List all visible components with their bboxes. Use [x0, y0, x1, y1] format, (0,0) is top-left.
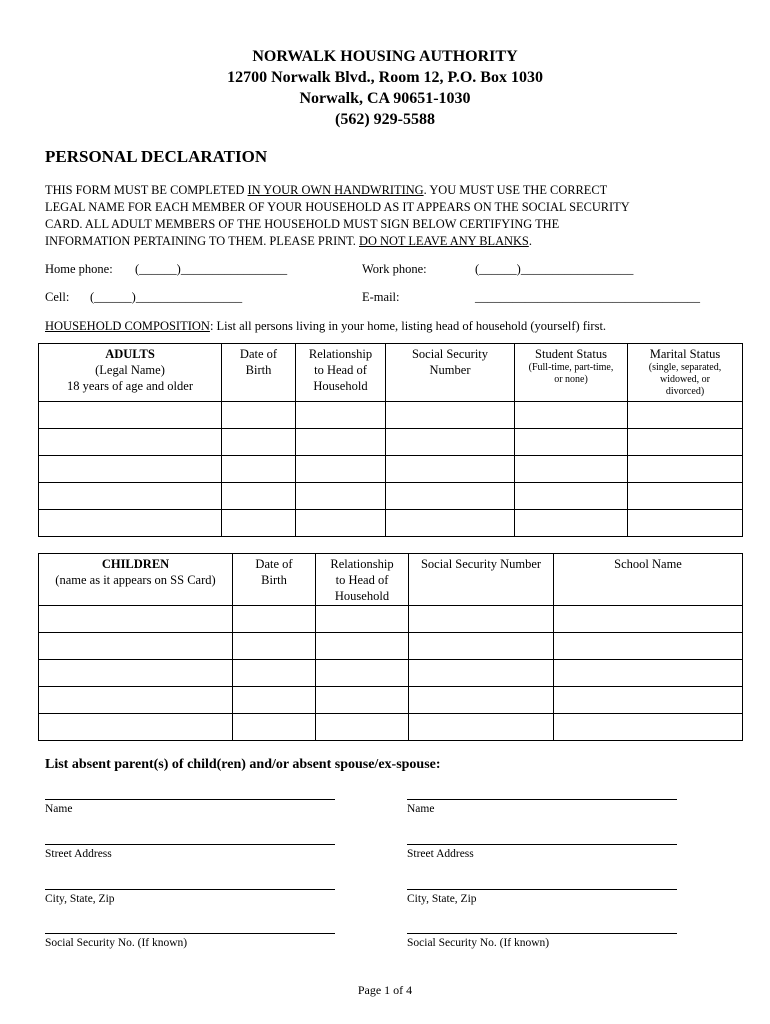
- table-cell[interactable]: [628, 429, 743, 456]
- absent2-street-line[interactable]: [407, 844, 677, 845]
- table-cell[interactable]: [409, 606, 554, 633]
- table-cell[interactable]: [554, 606, 743, 633]
- col-text: Relationship: [308, 347, 373, 361]
- table-row: [39, 510, 743, 537]
- col-text: Birth: [245, 363, 272, 377]
- table-cell[interactable]: [39, 633, 233, 660]
- table-cell[interactable]: [316, 714, 409, 741]
- col-text: to Head of: [335, 573, 389, 587]
- children-col-ssn: [409, 554, 554, 606]
- work-phone-field[interactable]: (______)__________________: [475, 262, 634, 276]
- col-text: Student Status: [535, 347, 607, 361]
- instr-underlined: DO NOT LEAVE ANY BLANKS: [359, 234, 529, 248]
- children-col-name: [39, 554, 233, 606]
- work-phone-label: Work phone:: [362, 262, 427, 276]
- table-cell[interactable]: [316, 606, 409, 633]
- table-cell[interactable]: [233, 687, 316, 714]
- absent1-city-label: City, State, Zip: [45, 893, 115, 905]
- table-cell[interactable]: [222, 483, 296, 510]
- table-cell[interactable]: [39, 429, 222, 456]
- table-cell[interactable]: [554, 687, 743, 714]
- table-cell[interactable]: [316, 660, 409, 687]
- table-cell[interactable]: [316, 633, 409, 660]
- adults-col-name: [39, 344, 222, 402]
- children-col-sub: (name as it appears on SS Card): [55, 573, 216, 587]
- col-text: Household: [313, 379, 368, 393]
- absent1-street-label: Street Address: [45, 848, 112, 860]
- col-note: (single, separated,: [648, 362, 722, 373]
- adults-col-relationship: [296, 344, 386, 402]
- table-cell[interactable]: [515, 483, 628, 510]
- adults-col-ssn: [386, 344, 515, 402]
- instr-text: .: [528, 234, 532, 248]
- table-cell[interactable]: [233, 660, 316, 687]
- adults-col-title: ADULTS: [105, 347, 155, 361]
- table-row: [39, 687, 743, 714]
- table-row: [39, 429, 743, 456]
- table-cell[interactable]: [628, 483, 743, 510]
- org-phone: (562) 929-5588: [335, 111, 435, 128]
- absent-parent-heading: List absent parent(s) of child(ren) and/or absent spouse/ex-spouse:: [45, 757, 441, 772]
- table-cell[interactable]: [222, 402, 296, 429]
- adults-col-sub: 18 years of age and older: [67, 379, 193, 393]
- table-cell[interactable]: [515, 402, 628, 429]
- table-cell[interactable]: [554, 714, 743, 741]
- absent1-street-line[interactable]: [45, 844, 335, 845]
- table-cell[interactable]: [233, 714, 316, 741]
- col-text: Relationship: [330, 557, 394, 571]
- table-cell[interactable]: [386, 456, 515, 483]
- table-row: [39, 660, 743, 687]
- adults-col-student-status: [515, 344, 628, 402]
- instr-text: . YOU MUST USE THE CORRECT: [423, 183, 608, 197]
- col-note: widowed, or: [660, 374, 710, 385]
- table-cell[interactable]: [39, 687, 233, 714]
- table-cell[interactable]: [296, 483, 386, 510]
- col-text: to Head of: [314, 363, 367, 377]
- table-cell[interactable]: [409, 633, 554, 660]
- children-header-row: [39, 554, 743, 606]
- table-cell[interactable]: [386, 429, 515, 456]
- instructions-line2: LEGAL NAME FOR EACH MEMBER OF YOUR HOUSEHOLD AS IT APPEARS ON THE SOCIAL SECURITY: [45, 200, 630, 214]
- table-cell[interactable]: [515, 510, 628, 537]
- table-cell[interactable]: [628, 456, 743, 483]
- email-label: E-mail:: [362, 290, 400, 304]
- children-table: [38, 553, 743, 741]
- table-cell[interactable]: [316, 687, 409, 714]
- table-cell[interactable]: [386, 510, 515, 537]
- table-row: [39, 483, 743, 510]
- table-cell[interactable]: [296, 429, 386, 456]
- table-cell[interactable]: [554, 633, 743, 660]
- col-text: Date of: [239, 347, 278, 361]
- absent1-ssn-line[interactable]: [45, 933, 335, 934]
- cell-label: Cell:: [45, 290, 70, 304]
- table-row: [39, 714, 743, 741]
- col-text: School Name: [614, 557, 682, 571]
- table-cell[interactable]: [409, 687, 554, 714]
- col-text: Number: [429, 363, 471, 377]
- table-cell[interactable]: [222, 456, 296, 483]
- adults-col-marital-status: [628, 344, 743, 402]
- col-note: or none): [554, 374, 588, 385]
- table-cell[interactable]: [222, 510, 296, 537]
- org-name: NORWALK HOUSING AUTHORITY: [252, 48, 518, 65]
- adults-table: [38, 343, 743, 537]
- home-phone-field[interactable]: (______)_________________: [135, 262, 288, 276]
- household-composition: [45, 319, 606, 334]
- table-cell[interactable]: [515, 429, 628, 456]
- absent1-name-line[interactable]: [45, 799, 335, 800]
- absent2-city-label: City, State, Zip: [407, 893, 477, 905]
- table-cell[interactable]: [39, 660, 233, 687]
- table-cell[interactable]: [39, 606, 233, 633]
- table-row: [39, 456, 743, 483]
- col-text: Household: [334, 589, 390, 603]
- children-col-relationship: [316, 554, 409, 606]
- table-cell[interactable]: [409, 660, 554, 687]
- col-note: (Full-time, part-time,: [528, 362, 614, 373]
- absent2-ssn-line[interactable]: [407, 933, 677, 934]
- table-cell[interactable]: [628, 402, 743, 429]
- absent1-name-label: Name: [45, 803, 73, 815]
- table-row: [39, 633, 743, 660]
- table-cell[interactable]: [39, 456, 222, 483]
- table-cell[interactable]: [222, 429, 296, 456]
- col-text: Marital Status: [649, 347, 721, 361]
- table-row: [39, 606, 743, 633]
- adults-header-row: [39, 344, 743, 402]
- absent2-street-label: Street Address: [407, 848, 474, 860]
- children-col-school: [554, 554, 743, 606]
- home-phone-label: Home phone:: [45, 262, 113, 276]
- col-text: Birth: [261, 573, 287, 587]
- form-title: PERSONAL DECLARATION: [45, 147, 268, 166]
- table-cell[interactable]: [39, 714, 233, 741]
- table-cell[interactable]: [296, 456, 386, 483]
- instructions-line4: [45, 233, 735, 250]
- col-text: Social Security Number: [420, 557, 542, 571]
- org-address-line2: Norwalk, CA 90651-1030: [299, 90, 471, 107]
- instr-text: THIS FORM MUST BE COMPLETED: [45, 183, 248, 197]
- org-address-line1: 12700 Norwalk Blvd., Room 12, P.O. Box 1030: [227, 69, 543, 86]
- instr-underlined: IN YOUR OWN HANDWRITING: [247, 183, 424, 197]
- household-instructions: : List all persons living in your home, listing head of household (yourself) first.: [209, 319, 607, 333]
- adults-col-sub: (Legal Name): [95, 363, 165, 377]
- absent2-name-label: Name: [407, 803, 435, 815]
- adults-col-dob: [222, 344, 296, 402]
- absent2-ssn-label: Social Security No. (If known): [407, 937, 550, 949]
- table-cell[interactable]: [386, 402, 515, 429]
- col-text: Date of: [255, 557, 293, 571]
- table-cell[interactable]: [386, 483, 515, 510]
- table-cell[interactable]: [39, 510, 222, 537]
- instructions-line1: [45, 182, 735, 199]
- absent1-city-line[interactable]: [45, 889, 335, 890]
- children-col-dob: [233, 554, 316, 606]
- absent2-name-line[interactable]: [407, 799, 677, 800]
- table-cell[interactable]: [296, 402, 386, 429]
- table-row: [39, 402, 743, 429]
- cell-field[interactable]: (______)_________________: [90, 290, 243, 304]
- table-cell[interactable]: [39, 483, 222, 510]
- table-cell[interactable]: [39, 402, 222, 429]
- table-cell[interactable]: [233, 633, 316, 660]
- table-cell[interactable]: [554, 660, 743, 687]
- table-cell[interactable]: [628, 510, 743, 537]
- page-number: Page 1 of 4: [357, 983, 413, 997]
- absent2-city-line[interactable]: [407, 889, 677, 890]
- table-cell[interactable]: [296, 510, 386, 537]
- col-note: divorced): [665, 386, 705, 397]
- table-cell[interactable]: [515, 456, 628, 483]
- children-col-title: CHILDREN: [101, 557, 170, 571]
- email-field[interactable]: ____________________________________: [475, 290, 700, 304]
- instr-text: INFORMATION PERTAINING TO THEM. PLEASE PRINT.: [45, 234, 360, 248]
- instructions-line3: CARD. ALL ADULT MEMBERS OF THE HOUSEHOLD MUST SIGN BELOW CERTIFYING THE: [45, 217, 560, 231]
- household-label: HOUSEHOLD COMPOSITION: [45, 319, 210, 333]
- instructions: [45, 182, 735, 250]
- table-cell[interactable]: [233, 606, 316, 633]
- col-text: Social Security: [411, 347, 489, 361]
- table-cell[interactable]: [409, 714, 554, 741]
- absent1-ssn-label: Social Security No. (If known): [45, 937, 188, 949]
